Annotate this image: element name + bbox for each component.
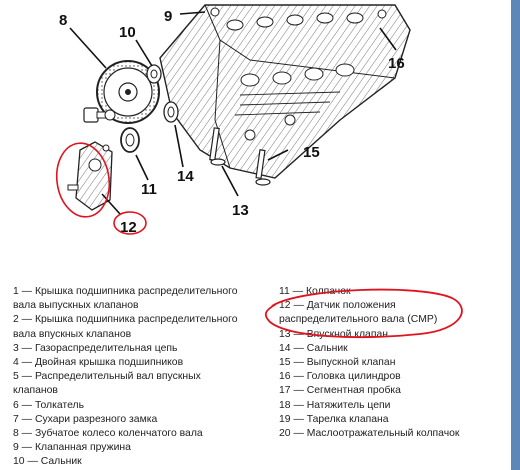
legend-item: 15 — Выпускной клапан	[279, 357, 396, 369]
cap-drawing	[121, 128, 139, 152]
callout-9: 9	[164, 8, 173, 25]
parts-legend	[13, 285, 508, 467]
callout-13: 13	[232, 202, 249, 219]
callout-11: 11	[141, 181, 157, 198]
legend-item: 6 — Толкатель	[13, 399, 84, 411]
callout-8: 8	[59, 12, 68, 29]
sprocket-bolt-drawing	[84, 108, 115, 122]
legend-item: 3 — Газораспределительная цепь	[13, 342, 178, 354]
legend-item: 17 — Сегментная пробка	[279, 385, 401, 397]
legend-item: 1 — Крышка подшипника распределительного вала выпускных клапанов	[13, 286, 238, 312]
legend-item: 5 — Распределительный вал впускных клапанов	[13, 371, 201, 397]
legend-item: 9 — Клапанная пружина	[13, 442, 131, 454]
callout-12: 12	[120, 219, 137, 236]
legend-item: 19 — Тарелка клапана	[279, 413, 389, 425]
callout-15: 15	[303, 144, 320, 161]
side-bar	[511, 0, 520, 470]
callout-16: 16	[388, 55, 405, 72]
legend-item: 8 — Зубчатое колесо коленчатого вала	[13, 428, 203, 440]
legend-item: 2 — Крышка подшипника распределительного вала впускных клапанов	[13, 314, 238, 340]
legend-item: 20 — Маслоотражательный колпачок	[279, 428, 460, 440]
legend-item-cmp-sensor: 12 — Датчик положения распределительного вала (CMP)	[279, 300, 438, 326]
legend-item: 4 — Двойная крышка подшипников	[13, 357, 184, 369]
legend-item: 18 — Натяжитель цепи	[279, 399, 391, 411]
camshaft-sensor-drawing	[68, 142, 112, 210]
legend-item: 14 — Сальник	[279, 342, 348, 354]
seal-14-drawing	[164, 102, 178, 122]
legend-item: 11 — Колпачок	[279, 286, 351, 297]
legend-item: 16 — Головка цилиндров	[279, 371, 401, 383]
legend-item: 10 — Сальник	[13, 456, 82, 468]
legend-column-left	[13, 285, 268, 470]
callout-10: 10	[119, 24, 136, 41]
callout-14: 14	[177, 168, 194, 185]
seal-drawing	[147, 65, 161, 83]
legend-item: 7 — Сухари разрезного замка	[13, 413, 158, 425]
legend-item: 13 — Впускной клапан	[279, 328, 388, 340]
legend-column-right	[279, 285, 504, 441]
